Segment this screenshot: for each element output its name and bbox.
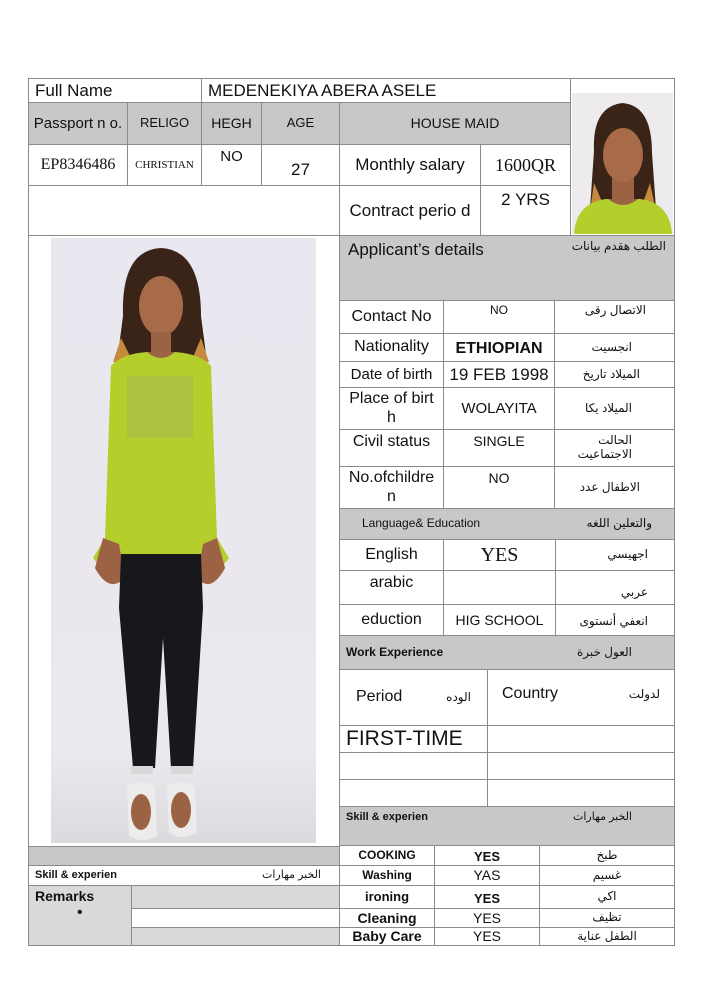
country-header [487,669,675,726]
arabic-value [443,570,556,605]
children-label: No.ofchildre n [339,466,444,509]
country-ar: لدولت [628,686,660,701]
dob-value: 19 FEB 1998 [443,361,555,388]
skills-title-ar: الخبر مهارات [573,811,632,823]
left-skills-title: Skill & experien [35,869,117,882]
skill-babycare-value: YES [434,927,540,946]
passport-value: EP8346486 [28,144,128,186]
arabic-label: arabic [339,570,444,605]
skill-cleaning-value: YES [434,908,540,928]
language-title: Language& Education [362,516,481,531]
skills-section-header [339,806,675,846]
english-value: YES [443,539,556,571]
contract-value: 2 YRS [480,185,571,236]
skills-title: Skill & experien [346,811,428,823]
country-label: Country [502,685,559,703]
skill-cleaning-ar: تظيف [539,908,675,928]
skill-babycare-ar: الطفل عناية [539,927,675,946]
education-label: eduction [339,604,444,636]
left-skills-title-ar: الخبر مهارات [262,869,321,882]
skill-cleaning-label: Cleaning [339,908,435,928]
salary-label: Monthly salary [339,144,481,186]
full-name-label: Full Name [28,78,202,103]
work-entry-country [487,725,675,753]
skill-ironing-ar: اكي [539,885,675,909]
portrait-photo [572,93,673,234]
contact-value: NO [443,300,555,334]
skill-washing-label: Washing [339,865,435,886]
work-blank-country-1 [487,752,675,780]
applicant-section-header [339,235,675,301]
remarks-bullet: • [77,904,83,922]
skill-cooking-ar: طبخ [539,845,675,866]
arabic-ar: عربي [555,570,675,605]
skill-ironing-label: ironing [339,885,435,909]
skill-cooking-label: COOKING [339,845,435,866]
left-skills-header [28,865,340,886]
children-value: NO [443,466,555,509]
contract-label: Contract perio d [339,185,481,236]
contact-ar: الاتصال رقى [554,300,675,334]
nationality-value: ETHIOPIAN [443,333,555,362]
work-entry-period: FIRST-TIME [339,725,488,753]
height-value: NO [201,144,262,186]
work-section-header [339,635,675,670]
position-title: HOUSE MAID [339,102,571,145]
work-blank-period-2 [339,779,488,807]
applicant-title-ar: الطلب هقدم بيانات [571,239,666,253]
language-title-ar: والتعلين اللغه [586,516,652,531]
passport-label: Passport n o. [28,102,128,145]
age-value: 27 [261,144,340,186]
full-body-photo [51,238,316,843]
height-label: HEGH [201,102,262,145]
skill-babycare-label: Baby Care [339,927,435,946]
pob-value: WOLAYITA [443,387,555,430]
work-title: Work Experience [346,644,444,659]
skill-ironing-value: YES [434,885,540,909]
language-section-header [339,508,675,540]
work-blank-country-2 [487,779,675,807]
period-label: Period [356,688,403,706]
skill-cooking-value: YES [434,845,540,866]
contact-label: Contact No [339,300,444,334]
period-header [339,669,488,726]
remarks-box [28,885,132,946]
skill-washing-ar: غسيم [539,865,675,886]
education-ar: انعفي أنستوى [555,604,675,636]
education-value: HIG SCHOOL [443,604,556,636]
work-blank-period-1 [339,752,488,780]
blank-row [28,185,340,236]
pob-ar: الميلاد يكا [554,387,675,430]
pob-label: Place of birt h [339,387,444,430]
children-ar: الاطفال عدد [554,466,675,509]
nationality-ar: انجسيت [554,333,675,362]
nationality-label: Nationality [339,333,444,362]
dob-ar: الميلاد تاريخ [554,361,675,388]
period-ar: الوده [446,689,471,704]
applicant-title: Applicant’s details [348,240,484,259]
work-title-ar: العول خبرة [577,644,632,659]
religion-value: CHRISTIAN [127,144,202,186]
age-label: AGE [261,102,340,145]
religion-label: RELIGO [127,102,202,145]
skill-washing-value: YAS [434,865,540,886]
english-label: English [339,539,444,571]
remarks-line-2 [131,908,340,928]
remarks-line-1 [131,885,340,909]
salary-value: 1600QR [480,144,571,186]
remarks-label: Remarks [35,888,95,904]
remarks-line-3 [131,927,340,946]
full-name-value: MEDENEKIYA ABERA ASELE [201,78,571,103]
left-gray-band [28,846,340,866]
dob-label: Date of birth [339,361,444,388]
civil-status-label: Civil status [339,429,444,467]
civil-status-ar: الحالت الاجتماعيت [554,429,675,467]
english-ar: اجهيسي [555,539,675,571]
civil-status-value: SINGLE [443,429,555,467]
